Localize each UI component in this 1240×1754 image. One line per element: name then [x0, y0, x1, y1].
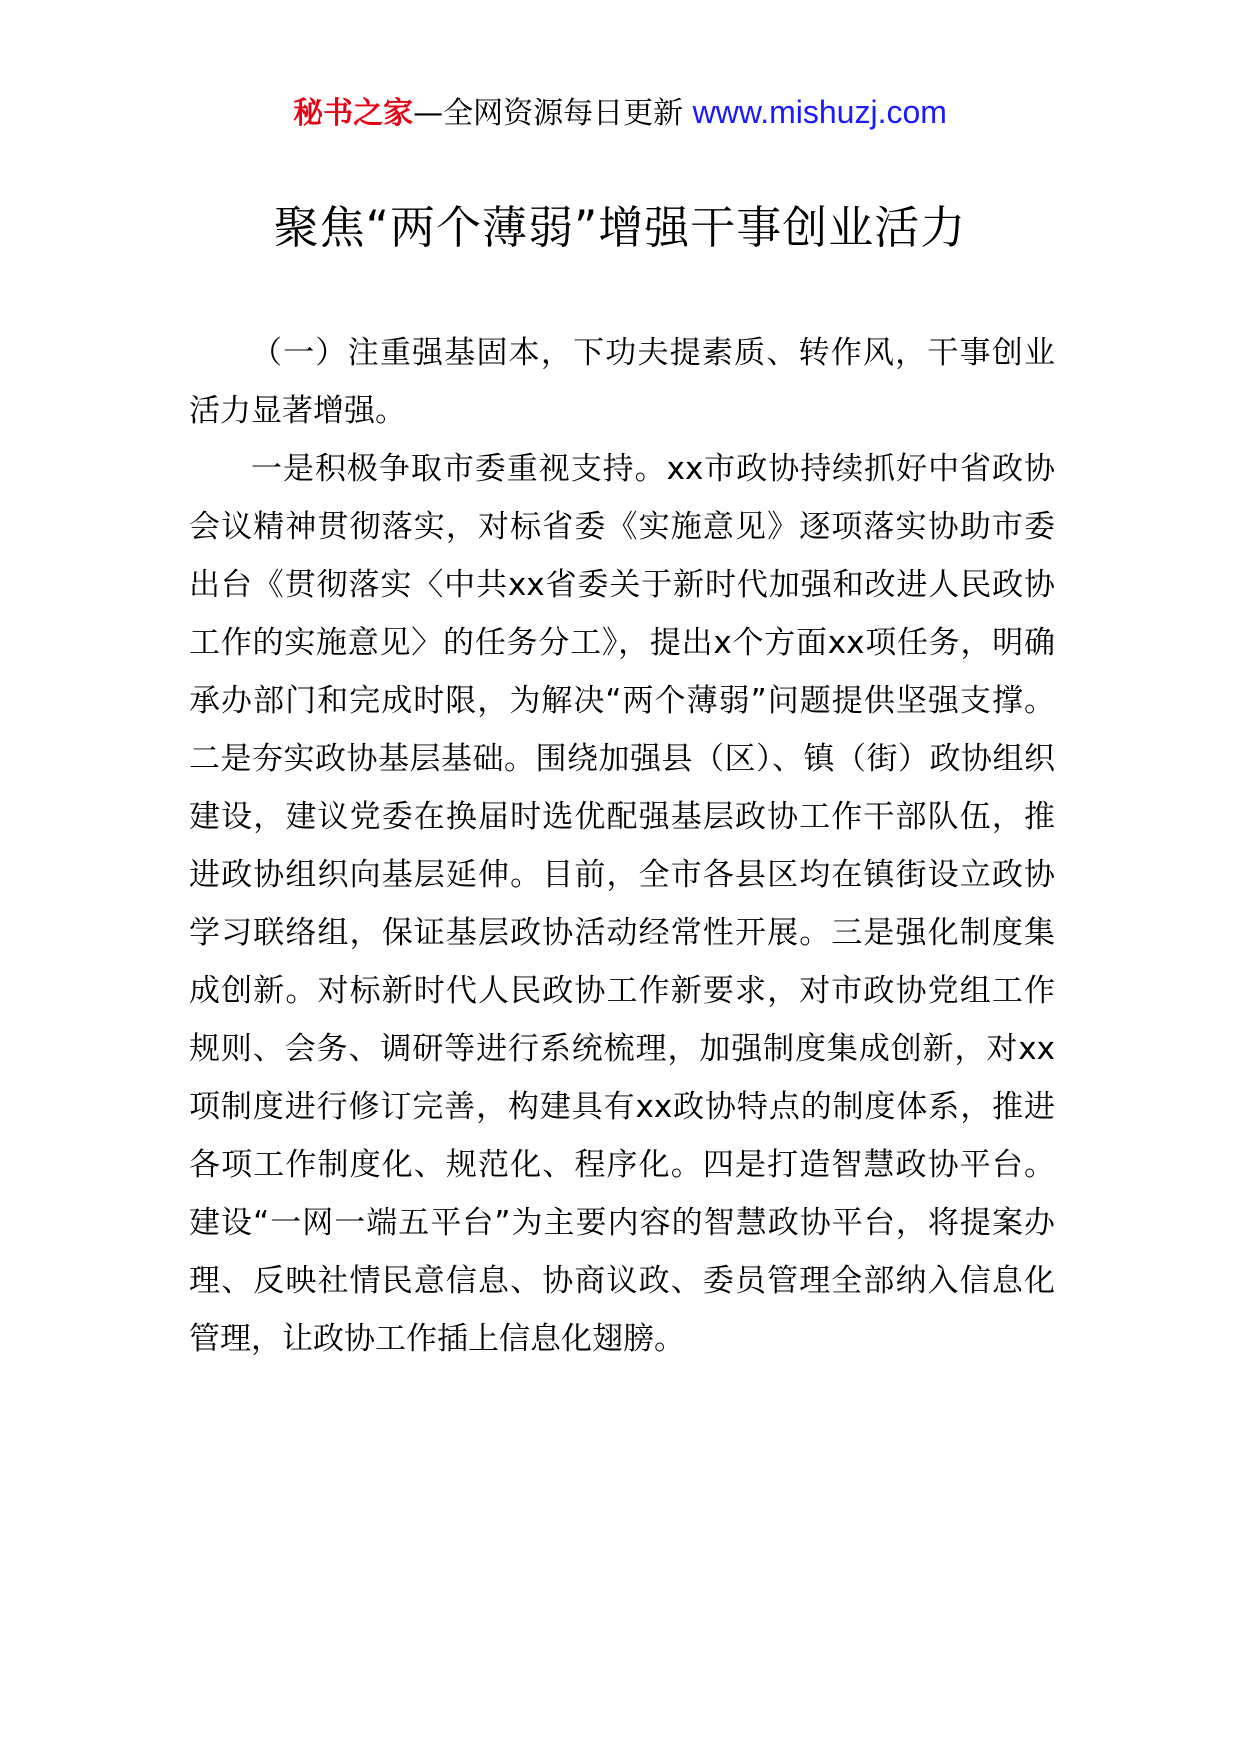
document-body — [189, 324, 1055, 1368]
site-url-link[interactable]: www.mishuzj.com — [692, 94, 947, 130]
site-header — [0, 92, 1240, 134]
body-paragraph: 一是积极争取市委重视支持。xx市政协持续抓好中省政协会议精神贯彻落实，对标省委《实施意见》逐项落实协助市委出台《贯彻落实〈中共xx省委关于新时代加强和改进人民政协工作的实施意见〉的任务分工》，提出x个方面xx项任务，明确承办部门和完成时限，为解决“两个薄弱”问题提供坚强支撑。二是夯实政协基层基础。围绕加强县（区）、镇（街）政协组织建设，建议党委在换届时选优配强基层政协工作干部队伍，推进政协组织向基层延伸。目前，全市各县区均在镇街设立政协学习联络组，保证基层政协活动经常性开展。三是强化制度集成创新。对标新时代人民政协工作新要求，对市政协党组工作规则、会务、调研等进行系统梳理，加强制度集成创新，对xx项制度进行修订完善，构建具有xx政协特点的制度体系，推进各项工作制度化、规范化、程序化。四是打造智慧政协平台。建设“一网一端五平台”为主要内容的智慧政协平台，将提案办理、反映社情民意信息、协商议政、委员管理全部纳入信息化管理，让政协工作插上信息化翅膀。 — [189, 451, 1055, 1357]
header-tagline: —全网资源每日更新 — [413, 96, 684, 131]
section-heading: （一）注重强基固本，下功夫提素质、转作风，干事创业活力显著增强。 — [189, 335, 1055, 429]
document-title: 聚焦“两个薄弱”增强干事创业活力 — [273, 201, 967, 254]
brand-name: 秘书之家 — [293, 96, 414, 131]
